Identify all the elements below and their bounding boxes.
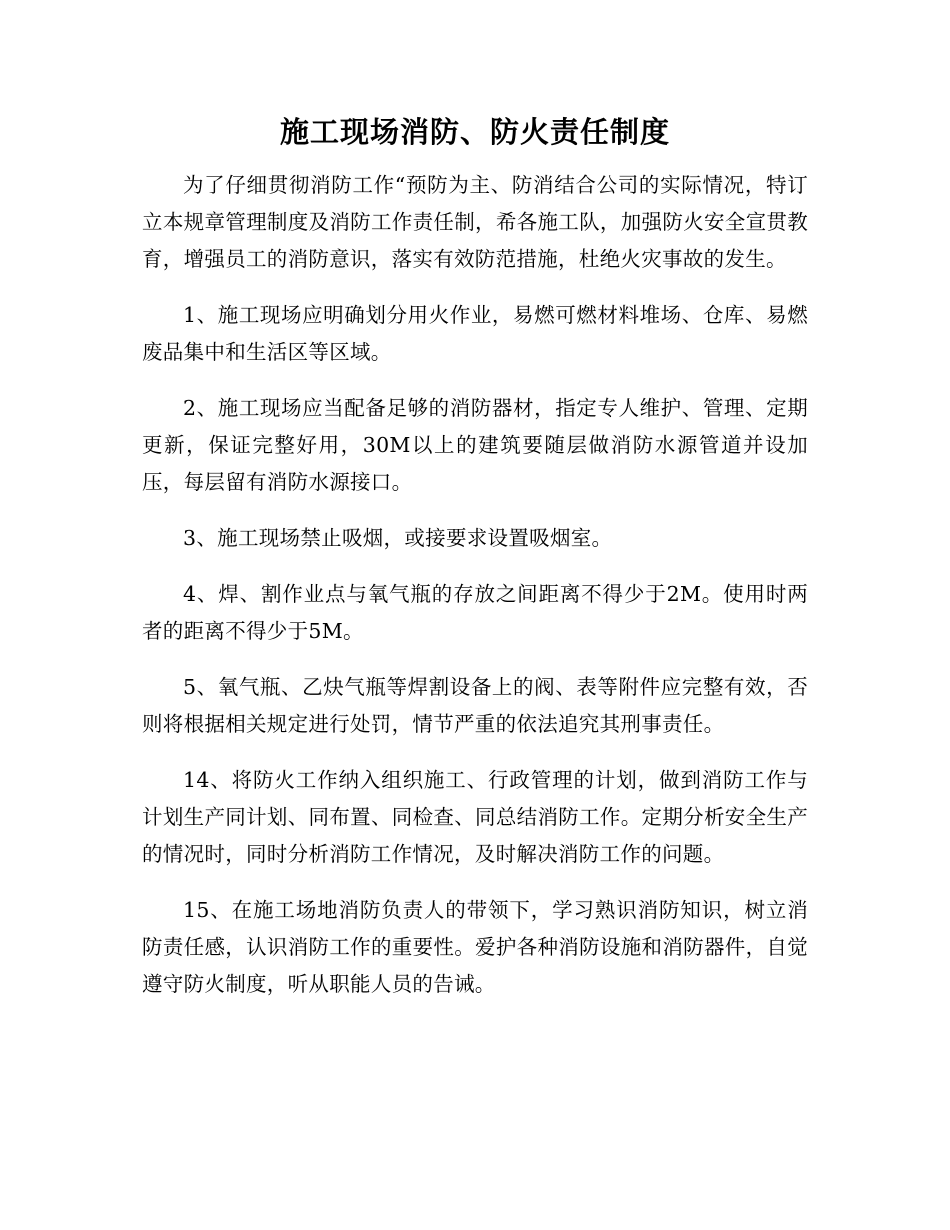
rule-paragraph-3: 3、施工现场禁止吸烟，或接要求设置吸烟室。 <box>183 526 613 550</box>
intro-paragraph: 为了仔细贯彻消防工作“预防为主、防消结合公司的实际情况，特订立本规章管理制度及消防工作责任制，希各施工队，加强防火安全宣贯教育，增强员工的消防意识，落实有效防范措施，杜绝火灾事故的发生。 <box>142 173 808 271</box>
rule-paragraph-5: 5、氧气瓶、乙炔气瓶等焊割设备上的阀、表等附件应完整有效，否则将根据相关规定进行处罚，情节严重的依法追究其刑事责任。 <box>142 675 808 736</box>
document-title: 施工现场消防、防火责任制度 <box>279 115 670 149</box>
rule-paragraph-1: 1、施工现场应明确划分用火作业，易燃可燃材料堆场、仓库、易燃废品集中和生活区等区域。 <box>142 303 808 364</box>
rule-paragraph-4: 4、焊、割作业点与氧气瓶的存放之间距离不得少于2M。使用时两者的距离不得少于5M。 <box>142 582 808 643</box>
rule-paragraph-14: 14、将防火工作纳入组织施工、行政管理的计划，做到消防工作与计划生产同计划、同布置、同检查、同总结消防工作。定期分析安全生产的情况时，同时分析消防工作情况，及时解决消防工作的问题。 <box>142 768 808 866</box>
rule-paragraph-2: 2、施工现场应当配备足够的消防器材，指定专人维护、管理、定期更新，保证完整好用，30M以上的建筑要随层做消防水源管道并设加压，每层留有消防水源接口。 <box>142 396 808 494</box>
document-body <box>142 167 808 1003</box>
rule-paragraph-15: 15、在施工场地消防负责人的带领下，学习熟识消防知识，树立消防责任感，认识消防工作的重要性。爱护各种消防设施和消防器件，自觉遵守防火制度，听从职能人员的告诫。 <box>142 898 808 996</box>
